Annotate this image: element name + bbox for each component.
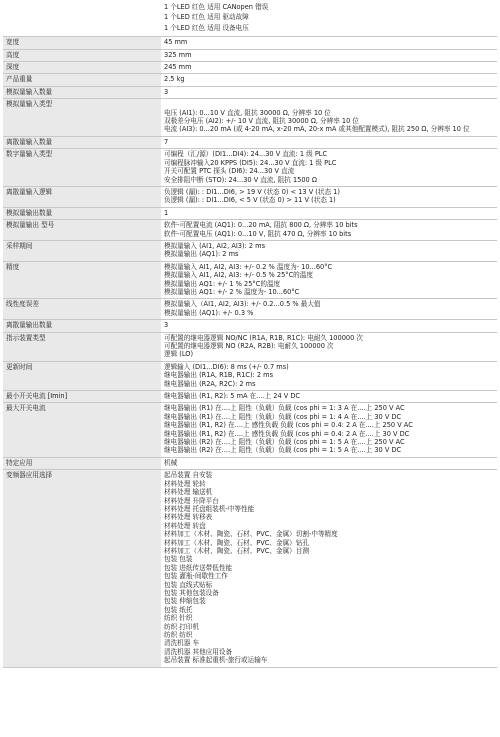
- spec-label: 模拟量输入数量: [3, 86, 161, 98]
- spec-row: [3, 207, 497, 219]
- spec-value-line: 软件-可配置电流 (AQ1): 0...20 mA, 阻抗 800 Ω, 分辨率 10 bits: [164, 221, 358, 230]
- spec-value-line: 材料加工（木材、陶瓷、石材、PVC、金属）目测: [164, 546, 309, 555]
- spec-value-line: 电流 (AI3): 0...20 mA (或 4-20 mA, x-20 mA, 20-x mA 或其他配置模式), 阻抗 250 Ω, 分辨率 10 位: [164, 125, 470, 134]
- spec-value-line: 纺织 纺织: [164, 631, 193, 639]
- spec-value-line: 2.5 kg: [164, 75, 185, 84]
- led-indicator-line: 1 个LED 红色 适用 CANopen 错误: [164, 3, 269, 11]
- spec-label: 变频器应用选择: [3, 470, 161, 667]
- spec-value: [161, 49, 497, 61]
- spec-value-line: 继电器输出 (R2A, R2C): 2 ms: [164, 379, 256, 388]
- spec-value-line: 清洗机器 其他应用设备: [164, 647, 233, 656]
- spec-value: [161, 403, 497, 457]
- spec-value-line: 电压 (AI1): 0...10 V 直流, 阻抗 30000 Ω, 分辨率 10 位: [164, 108, 331, 117]
- spec-value: [161, 261, 497, 299]
- spec-value-line: 继电器输出 (R1, R2): 5 mA 在....上 24 V DC: [164, 392, 301, 401]
- spec-value: [161, 37, 497, 49]
- spec-value-line: 模拟量输入 AI1, AI2, AI3: +/- 0.5 % 25°C的温度: [164, 271, 313, 280]
- spec-row: [3, 391, 497, 403]
- spec-row: [3, 220, 497, 241]
- spec-value-line: 继电器输出 (R2) 在....上 阻性（负载）负载 (cos phi = 1: 5 A 在....上 30 V DC: [164, 446, 402, 455]
- spec-value-line: 包装 纸托: [164, 605, 193, 614]
- spec-label: 更新时间: [3, 361, 161, 390]
- spec-value: [161, 240, 497, 261]
- spec-row: [3, 361, 497, 390]
- spec-value-line: 继电器输出 (R2) 在....上 阻性（负载）负载 (cos phi = 1: 5 A 在....上 250 V AC: [164, 438, 405, 447]
- spec-value-line: 325 mm: [164, 50, 192, 59]
- spec-value: [161, 320, 497, 332]
- spec-value: [161, 207, 497, 219]
- spec-row: [3, 49, 497, 61]
- spec-value-line: 包装 直线式贴标: [164, 580, 213, 589]
- spec-label: 指示装置类型: [3, 332, 161, 361]
- spec-value-line: 材料处理 转盘: [164, 521, 206, 530]
- spec-label: 产品重量: [3, 74, 161, 86]
- spec-row: [3, 261, 497, 299]
- spec-row: [3, 457, 497, 469]
- spec-value: [161, 391, 497, 403]
- spec-label: 离散量输入数量: [3, 136, 161, 148]
- spec-label: 离散量输出数量: [3, 320, 161, 332]
- spec-value-line: 模拟量输出 AQ1: +/- 2 % 温度为- 10...60°C: [164, 287, 300, 296]
- spec-value-line: 安全排阻中断 (STO): 24...30 V 直流, 阻抗 1500 Ω: [164, 175, 317, 184]
- spec-label: 最小开关电流 [Imin]: [3, 391, 161, 403]
- spec-label: 特定应用: [3, 457, 161, 469]
- spec-value: [161, 74, 497, 86]
- spec-row: [3, 99, 497, 137]
- spec-value: [161, 470, 497, 667]
- spec-value-line: 材料处理 升降平台: [164, 496, 219, 505]
- spec-value: [161, 62, 497, 74]
- led-indicator-line: 1 个LED 红色 适用 驱动故障: [164, 13, 249, 22]
- spec-table: [3, 36, 497, 667]
- spec-value-line: 机械: [164, 458, 178, 467]
- spec-label: 宽度: [3, 37, 161, 49]
- spec-label: 数字量输入类型: [3, 149, 161, 187]
- spec-value-line: [164, 100, 494, 108]
- spec-value-line: 模拟量输入 AI1, AI2, AI3: +/- 0.2 % 温度为- 10...60°C: [164, 262, 333, 271]
- spec-label: 采样期间: [3, 240, 161, 261]
- spec-value-line: 可编程脉冲输入20 KPPS (DI5): 24...30 V 直流: 1 级 PLC: [164, 158, 337, 167]
- spec-row: [3, 240, 497, 261]
- spec-row: [3, 332, 497, 361]
- spec-value-line: 包装 进纸传送带低性能: [164, 563, 233, 572]
- spec-value-line: 模拟量输入 (AI1, AI2, AI3): 2 ms: [164, 241, 266, 250]
- spec-value-line: 负逻辑 (漏): : DI1...DI6, > 19 V (状态 0) < 13 V (状态 1): [164, 187, 340, 196]
- spec-value-line: 包装 包装: [164, 555, 193, 564]
- spec-value-line: 可配置的继电器逻辑 NO (R2A, R2B): 电耐久 100000 次: [164, 342, 334, 350]
- led-indicator-line: 1 个LED 红色 适用 设备电压: [164, 23, 249, 32]
- led-indicator-list: [0, 0, 500, 36]
- spec-value-line: 45 mm: [164, 38, 188, 47]
- spec-row: [3, 186, 497, 207]
- spec-value-line: 起吊装置 自安装: [164, 471, 213, 480]
- spec-label: 高度: [3, 49, 161, 61]
- spec-value-line: 清洗机器 车: [164, 639, 200, 648]
- spec-label: 模拟量输出数量: [3, 207, 161, 219]
- spec-value-line: 开关可配置 PTC 探头 (DI6): 24...30 V 直流: [164, 167, 295, 176]
- spec-value-line: 继电器输出 (R1, R2) 在....上 感性负载 负载 (cos phi = 0.4: 2 A 在....上 30 V DC: [164, 429, 410, 438]
- spec-value-line: 包装 伸缩包装: [164, 597, 206, 606]
- spec-value-line: 纺织 针织: [164, 614, 193, 623]
- spec-label: 模拟量输入类型: [3, 99, 161, 137]
- spec-value: [161, 299, 497, 320]
- spec-value: [161, 136, 497, 148]
- spec-label: 离散量输入逻辑: [3, 186, 161, 207]
- spec-value-line: 材料处理 轮转: [164, 479, 206, 488]
- spec-row: [3, 403, 497, 457]
- spec-value-line: 逻辑输入 (DI1...DI6): 8 ms (+/- 0.7 ms): [164, 362, 289, 371]
- spec-value-line: 245 mm: [164, 63, 192, 72]
- spec-value-line: 3: [164, 87, 169, 96]
- spec-value: [161, 457, 497, 469]
- spec-value-line: 纺织 打印机: [164, 622, 200, 631]
- spec-row: [3, 149, 497, 187]
- spec-row: [3, 320, 497, 332]
- spec-label: 深度: [3, 62, 161, 74]
- spec-value: [161, 186, 497, 207]
- spec-row: [3, 136, 497, 148]
- spec-value-line: 模拟量输出 (AQ1): +/- 0.3 %: [164, 308, 254, 317]
- spec-value: [161, 149, 497, 187]
- spec-row: [3, 74, 497, 86]
- spec-value-line: 起吊装置 标准起重机-旅行或运输车: [164, 656, 268, 665]
- spec-value-line: 模拟量输入（AI1, AI2, AI3): +/- 0.2...0.5 % 最大值: [164, 300, 321, 309]
- spec-value-line: 材料处理 输送机: [164, 488, 213, 497]
- spec-value-line: 继电器输出 (R1, R2) 在....上 感性负载 负载 (cos phi = 0.4: 2 A 在....上 250 V AC: [164, 421, 413, 430]
- spec-label: 线性度误差: [3, 299, 161, 320]
- spec-value-line: 可编程（汇/源）(DI1...DI4): 24...30 V 直流: 1 级 PLC: [164, 150, 328, 159]
- spec-label: 精度: [3, 261, 161, 299]
- spec-value-line: 1: [164, 208, 169, 217]
- spec-row: [3, 86, 497, 98]
- spec-row: [3, 37, 497, 49]
- spec-row: [3, 470, 497, 667]
- spec-value-line: 继电器输出 (R1) 在....上 阻性（负载）负载 (cos phi = 1: 3 A 在....上 250 V AC: [164, 404, 405, 413]
- spec-value: [161, 86, 497, 98]
- spec-value-line: 材料处理 托盘组装机-中等性能: [164, 504, 255, 513]
- spec-value-line: 继电器输出 (R1) 在....上 阻性（负载）负载 (cos phi = 1: 4 A 在....上 30 V DC: [164, 412, 402, 421]
- spec-value-line: 材料加工（木材、陶瓷、石材、PVC、金属）钻孔: [164, 538, 309, 547]
- spec-value-line: 包装 其他包装设备: [164, 588, 219, 597]
- spec-row: [3, 62, 497, 74]
- spec-value-line: 包装 灌瓶-间歇性工作: [164, 572, 228, 581]
- spec-value-line: 继电器输出 (R1A, R1B, R1C): 2 ms: [164, 371, 274, 380]
- spec-value-line: 可配置的继电器逻辑 NO/NC (R1A, R1B, R1C): 电耐久 100000 次: [164, 333, 363, 342]
- spec-value: [161, 220, 497, 241]
- spec-value-line: 软件-可配置电压 (AQ1): 0...10 V, 阻抗 470 Ω, 分辨率 10 bits: [164, 229, 352, 238]
- spec-value-line: 双极差分电压 (AI2): +/- 10 V 直流, 阻抗 30000 Ω, 分辨率 10 位: [164, 117, 360, 126]
- spec-value-line: 逻辑 (LO): [164, 350, 194, 359]
- spec-value-line: 模拟量输出 AQ1: +/- 1 % 25°C的温度: [164, 279, 281, 288]
- spec-value-line: 7: [164, 137, 169, 146]
- spec-value: [161, 361, 497, 390]
- spec-row: [3, 299, 497, 320]
- spec-value: [161, 99, 497, 137]
- spec-value-line: 材料加工（木材、陶瓷、石材、PVC、金属）切割-中等精度: [164, 530, 338, 539]
- spec-label: 模拟量输出 型号: [3, 220, 161, 241]
- spec-value-line: 3: [164, 321, 169, 330]
- spec-value-line: 材料处理 转移表: [164, 513, 213, 522]
- spec-value-line: 模拟量输出 (AQ1): 2 ms: [164, 250, 239, 259]
- spec-value: [161, 332, 497, 361]
- spec-value-line: 负逻辑 (漏): : DI1...DI6, < 5 V (状态 0) > 11 V (状态 1): [164, 196, 336, 205]
- spec-label: 最大开关电流: [3, 403, 161, 457]
